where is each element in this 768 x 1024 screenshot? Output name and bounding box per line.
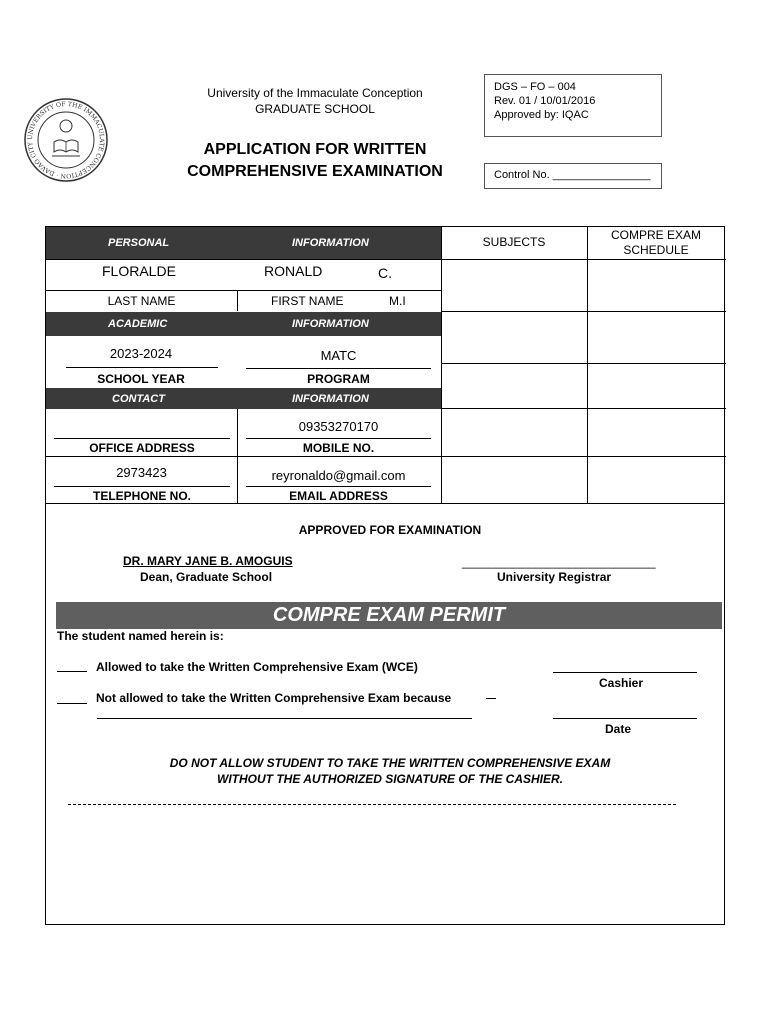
personal-bar-left: PERSONAL [108, 237, 170, 249]
not-allowed-checkbox-line[interactable] [57, 703, 87, 704]
middle-initial-label: M.I [389, 294, 406, 308]
warning-line-1: DO NOT ALLOW STUDENT TO TAKE THE WRITTEN COMPREHENSIVE EXAM [169, 756, 611, 770]
personal-bar-right: INFORMATION [292, 237, 369, 249]
academic-bar-left: ACADEMIC [108, 318, 168, 330]
approved-heading: APPROVED FOR EXAMINATION [298, 523, 482, 537]
cashier-signature-line[interactable] [553, 672, 697, 673]
allowed-checkbox-line[interactable] [57, 671, 87, 672]
office-address-label: OFFICE ADDRESS [89, 441, 195, 455]
form-title [150, 139, 480, 183]
warning-line-2: WITHOUT THE AUTHORIZED SIGNATURE OF THE CASHIER. [217, 772, 563, 786]
mobile-no-value: 09353270170 [298, 419, 379, 434]
cashier-label: Cashier [599, 676, 644, 690]
date-label: Date [605, 722, 632, 736]
date-line[interactable] [553, 718, 697, 719]
academic-bar-right: INFORMATION [292, 318, 369, 330]
university-header [160, 85, 470, 117]
first-name-value: RONALD [264, 263, 323, 279]
personal-info-bar [46, 227, 441, 259]
university-name: University of the Immaculate Conception [207, 86, 423, 100]
email-value: reyronaldo@gmail.com [271, 468, 406, 483]
reason-line[interactable] [97, 718, 472, 719]
cashier-warning [45, 755, 735, 787]
subjects-header: SUBJECTS [482, 235, 546, 249]
academic-info-bar [46, 312, 441, 336]
allowed-option: Allowed to take the Written Comprehensive Exam (WCE) [96, 660, 418, 674]
contact-bar-left: CONTACT [112, 392, 165, 405]
program-value: MATC [320, 348, 357, 363]
mobile-no-label: MOBILE NO. [302, 441, 375, 455]
document-info-box [484, 74, 662, 137]
registrar-signature-line: _____________________________ [462, 555, 656, 569]
telephone-no-label: TELEPHONE NO. [92, 489, 191, 503]
svg-text:UNIVERSITY OF THE IMMACULATE C [27, 101, 105, 179]
dean-title: Dean, Graduate School [140, 570, 273, 584]
application-info-table [45, 226, 725, 504]
email-label: EMAIL ADDRESS [289, 489, 388, 503]
school-name: GRADUATE SCHOOL [255, 102, 375, 116]
document-approved-by: Approved by: IQAC [494, 109, 589, 121]
telephone-no-value: 2973423 [116, 465, 167, 480]
schedule-header: COMPRE EXAM SCHEDULE [610, 228, 701, 257]
document-code: DGS – FO – 004 [494, 81, 576, 93]
contact-info-bar [46, 388, 441, 409]
school-year-value: 2023-2024 [109, 346, 173, 361]
compre-exam-permit-bar [56, 602, 722, 629]
permit-title: COMPRE EXAM PERMIT [272, 604, 506, 626]
form-title-line-1: APPLICATION FOR WRITTEN [203, 141, 427, 158]
middle-initial-value: C. [378, 265, 392, 281]
program-label: PROGRAM [307, 372, 370, 386]
permit-intro: The student named herein is: [57, 629, 224, 643]
control-number-box[interactable] [484, 163, 662, 189]
last-name-label: LAST NAME [107, 294, 176, 308]
dean-name: DR. MARY JANE B. AMOGUIS [123, 554, 293, 568]
first-name-label: FIRST NAME [271, 294, 344, 308]
cut-line [68, 804, 676, 805]
registrar-title: University Registrar [497, 570, 612, 584]
not-allowed-option: Not allowed to take the Written Comprehensive Exam because [96, 691, 452, 705]
document-revision: Rev. 01 / 10/01/2016 [494, 95, 596, 107]
form-title-line-2: COMPREHENSIVE EXAMINATION [187, 163, 443, 180]
last-name-value: FLORALDE [102, 263, 176, 279]
university-seal [24, 98, 108, 182]
seal-text: UNIVERSITY OF THE IMMACULATE CONCEPTION · DAVAO CITY [26, 100, 106, 180]
school-year-label: SCHOOL YEAR [97, 372, 185, 386]
contact-bar-right: INFORMATION [292, 392, 369, 405]
control-number-label: Control No. ________________ [494, 169, 651, 181]
